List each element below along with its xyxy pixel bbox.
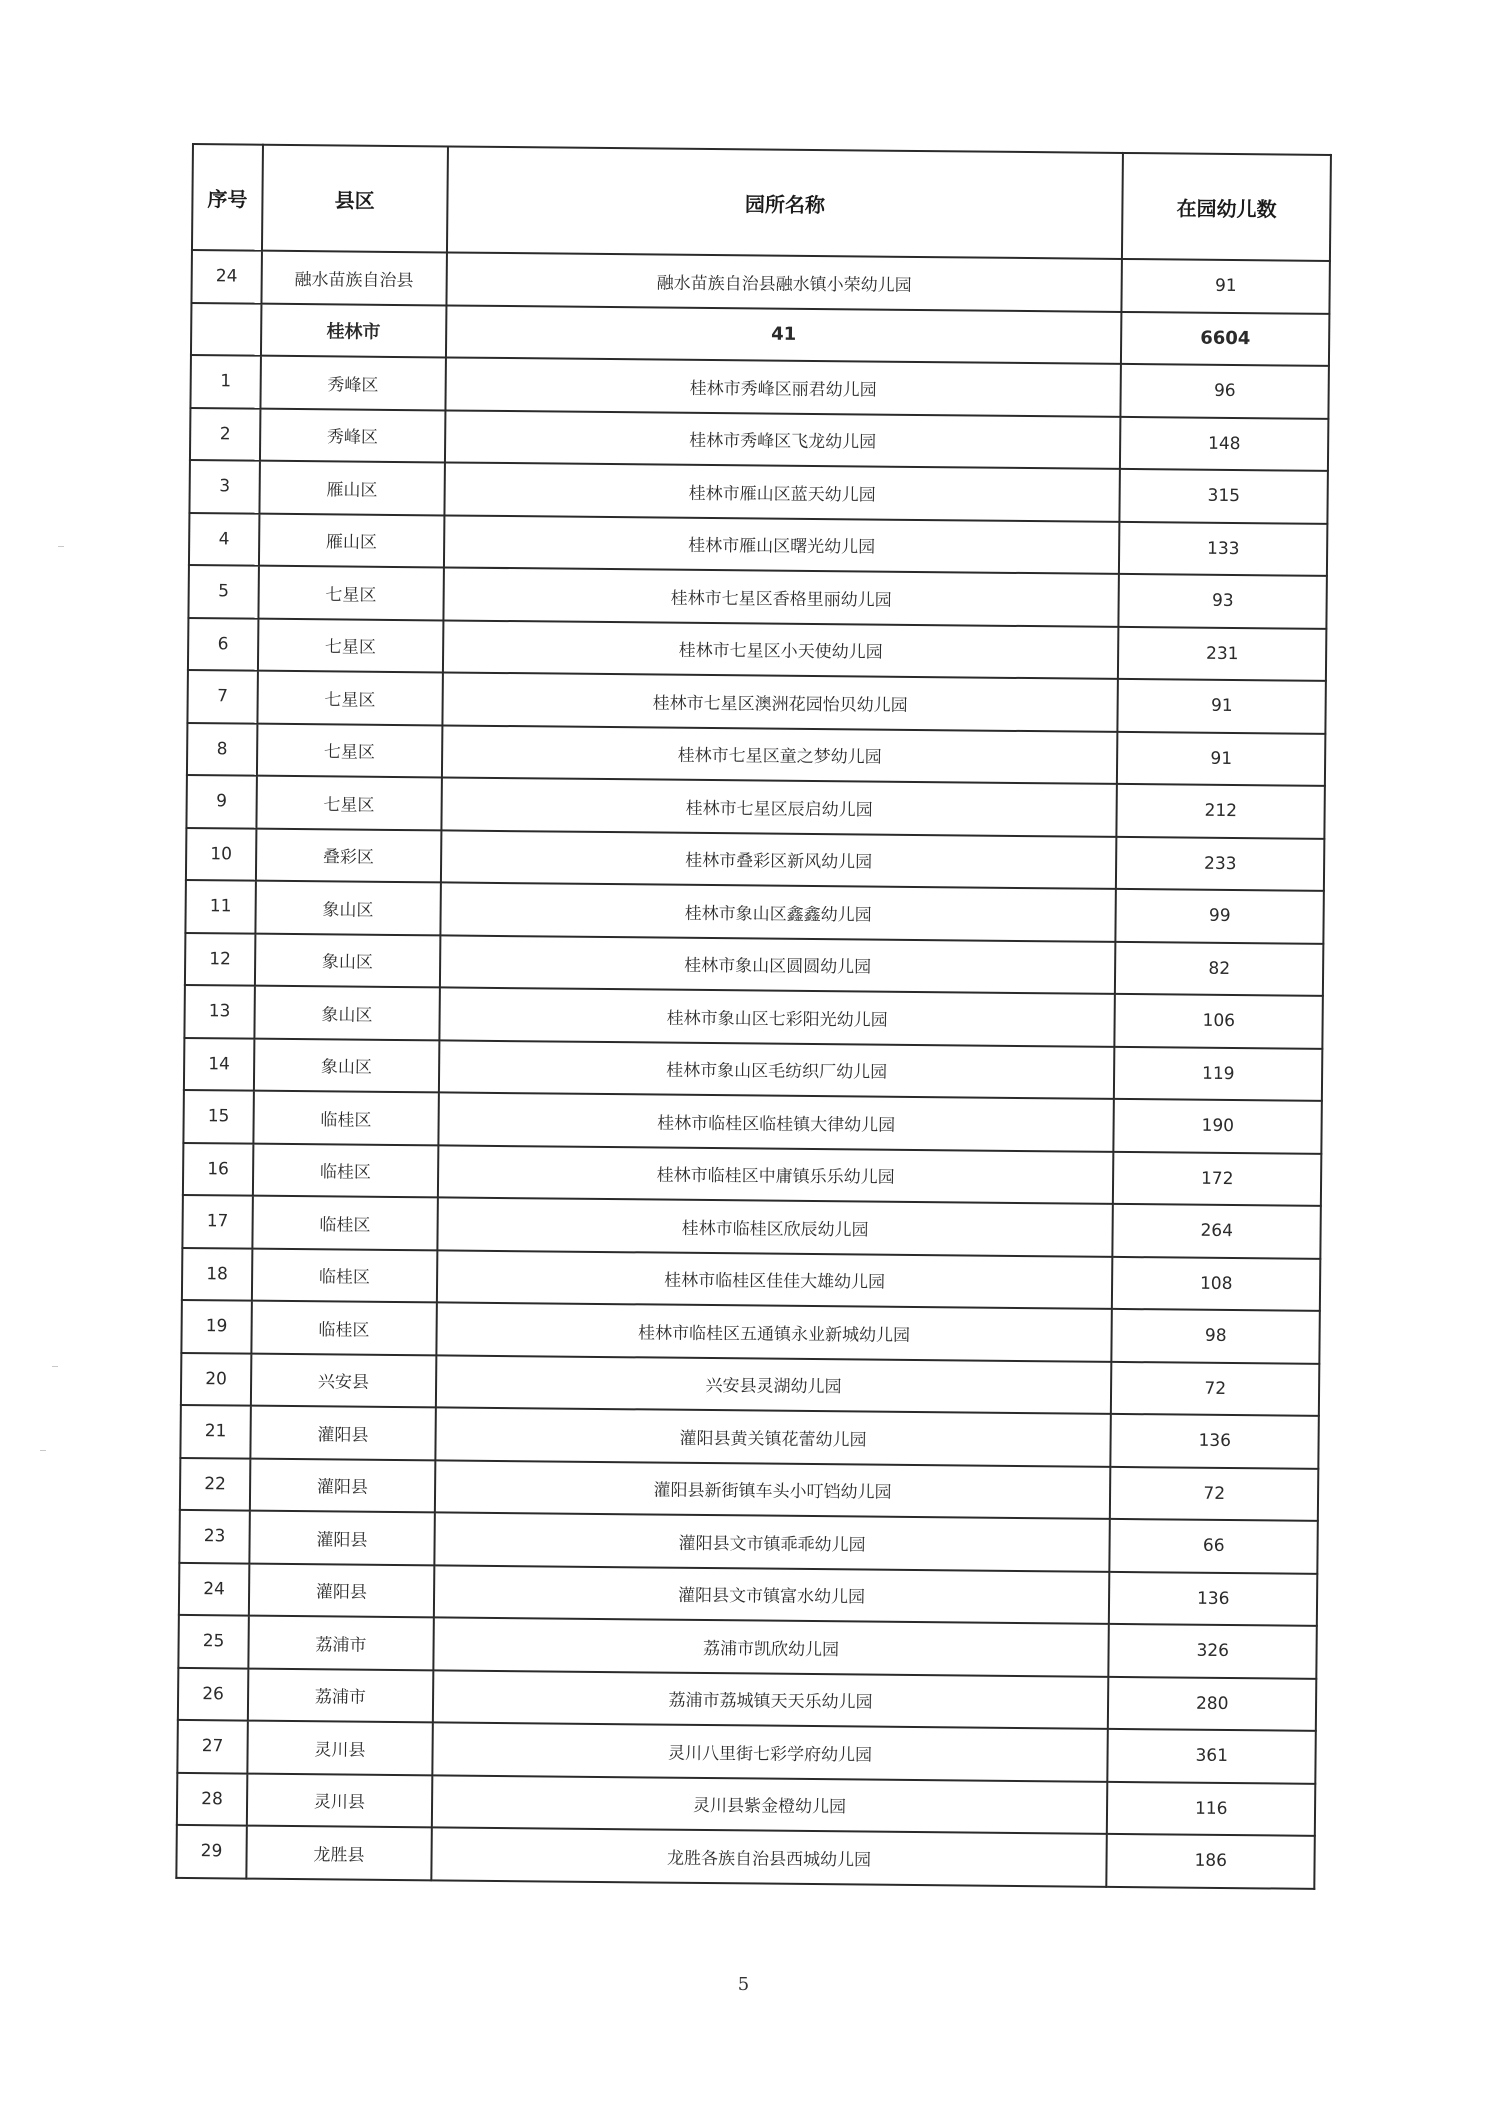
cell-enrolled-children: 136 [1111, 1414, 1319, 1468]
cell-serial-number: 10 [186, 827, 256, 880]
cell-county: 象山区 [255, 933, 440, 987]
cell-serial-number: 5 [188, 565, 258, 618]
cell-serial-number: 22 [180, 1457, 250, 1510]
cell-enrolled-children: 72 [1111, 1361, 1319, 1415]
cell-serial-number: 8 [187, 722, 257, 775]
cell-kindergarten-name: 桂林市七星区童之梦幼儿园 [442, 725, 1118, 784]
cell-enrolled-children: 326 [1109, 1624, 1317, 1678]
cell-kindergarten-name: 桂林市临桂区临桂镇大律幼儿园 [438, 1092, 1114, 1151]
scan-speck [40, 1450, 46, 1451]
cell-kindergarten-name: 桂林市雁山区蓝天幼儿园 [444, 462, 1120, 521]
cell-county: 灵川县 [247, 1721, 432, 1775]
cell-kindergarten-name: 桂林市七星区辰启幼儿园 [441, 777, 1117, 836]
cell-serial-number: 19 [181, 1300, 251, 1353]
cell-serial-number: 4 [189, 512, 259, 565]
cell-enrolled-children: 186 [1107, 1834, 1315, 1888]
cell-kindergarten-name: 桂林市象山区毛纺织厂幼儿园 [439, 1040, 1115, 1099]
cell-kindergarten-name: 桂林市七星区香格里丽幼儿园 [443, 567, 1119, 626]
table-header-row [192, 144, 1331, 261]
cell-county: 雁山区 [259, 461, 444, 515]
cell-enrolled-children: 6604 [1121, 311, 1329, 365]
cell-enrolled-children: 119 [1114, 1046, 1322, 1100]
cell-enrolled-children: 91 [1117, 731, 1325, 785]
cell-county: 七星区 [257, 671, 442, 725]
cell-kindergarten-name: 桂林市七星区澳洲花园怡贝幼儿园 [442, 672, 1118, 731]
header-enrolled-children: 在园幼儿数 [1122, 153, 1331, 261]
cell-county: 灌阳县 [249, 1563, 434, 1617]
cell-enrolled-children: 66 [1110, 1519, 1318, 1573]
kindergarten-table [175, 143, 1332, 1889]
cell-enrolled-children: 212 [1117, 784, 1325, 838]
cell-serial-number: 20 [181, 1352, 251, 1405]
cell-serial-number: 1 [190, 355, 260, 408]
cell-serial-number: 2 [190, 407, 260, 460]
scan-speck [58, 546, 64, 547]
cell-county: 七星区 [256, 776, 441, 830]
cell-serial-number: 13 [184, 985, 254, 1038]
cell-kindergarten-name: 桂林市临桂区五通镇永业新城幼儿园 [436, 1302, 1112, 1361]
cell-enrolled-children: 116 [1107, 1781, 1315, 1835]
cell-county: 临桂区 [252, 1248, 437, 1302]
cell-county: 七星区 [258, 618, 443, 672]
cell-serial-number: 23 [179, 1510, 249, 1563]
cell-serial-number: 3 [189, 460, 259, 513]
cell-county: 融水苗族自治县 [261, 251, 446, 305]
cell-enrolled-children: 172 [1113, 1151, 1321, 1205]
cell-serial-number: 12 [185, 932, 255, 985]
cell-enrolled-children: 108 [1112, 1256, 1320, 1310]
cell-kindergarten-name: 桂林市临桂区佳佳大雄幼儿园 [437, 1250, 1113, 1309]
cell-county: 象山区 [255, 881, 440, 935]
cell-serial-number: 9 [186, 775, 256, 828]
cell-serial-number: 16 [183, 1142, 253, 1195]
cell-kindergarten-name: 灵川县紫金橙幼儿园 [432, 1775, 1108, 1834]
cell-county: 七星区 [257, 723, 442, 777]
cell-county: 临桂区 [253, 1091, 438, 1145]
cell-serial-number: 21 [180, 1405, 250, 1458]
cell-county: 荔浦市 [248, 1668, 433, 1722]
page-number: 5 [737, 1974, 750, 1995]
cell-kindergarten-name: 灵川八里街七彩学府幼儿园 [432, 1722, 1108, 1781]
cell-county: 灌阳县 [249, 1511, 434, 1565]
cell-county: 七星区 [258, 566, 443, 620]
table-row [176, 1825, 1314, 1888]
scan-speck [52, 1366, 58, 1367]
cell-county: 龙胜县 [246, 1826, 431, 1880]
cell-enrolled-children: 96 [1121, 364, 1329, 418]
cell-county: 灵川县 [247, 1773, 432, 1827]
cell-serial-number: 29 [176, 1825, 246, 1878]
cell-enrolled-children: 136 [1109, 1571, 1317, 1625]
cell-county: 临桂区 [252, 1196, 437, 1250]
cell-enrolled-children: 264 [1113, 1204, 1321, 1258]
cell-kindergarten-name: 桂林市秀峰区丽君幼儿园 [445, 357, 1121, 416]
cell-kindergarten-name: 荔浦市荔城镇天天乐幼儿园 [433, 1670, 1109, 1729]
cell-enrolled-children: 148 [1120, 416, 1328, 470]
cell-county: 象山区 [254, 986, 439, 1040]
cell-county: 荔浦市 [248, 1616, 433, 1670]
cell-enrolled-children: 133 [1119, 521, 1327, 575]
cell-enrolled-children: 190 [1114, 1099, 1322, 1153]
cell-kindergarten-name: 桂林市雁山区曙光幼儿园 [444, 515, 1120, 574]
cell-enrolled-children: 93 [1119, 574, 1327, 628]
cell-enrolled-children: 72 [1110, 1466, 1318, 1520]
header-serial-number: 序号 [192, 144, 263, 251]
cell-county: 灌阳县 [250, 1458, 435, 1512]
cell-serial-number: 25 [178, 1615, 248, 1668]
cell-enrolled-children: 315 [1120, 469, 1328, 523]
cell-kindergarten-name: 桂林市象山区七彩阳光幼儿园 [439, 987, 1115, 1046]
cell-kindergarten-name: 灌阳县文市镇乖乖幼儿园 [434, 1512, 1110, 1571]
cell-kindergarten-name: 桂林市象山区圆圆幼儿园 [440, 935, 1116, 994]
cell-kindergarten-name: 桂林市秀峰区飞龙幼儿园 [445, 410, 1121, 469]
cell-kindergarten-name: 荔浦市凯欣幼儿园 [433, 1617, 1109, 1676]
cell-enrolled-children: 280 [1108, 1676, 1316, 1730]
cell-kindergarten-name: 桂林市七星区小天使幼儿园 [443, 620, 1119, 679]
cell-enrolled-children: 82 [1115, 941, 1323, 995]
cell-kindergarten-name: 灌阳县文市镇富水幼儿园 [434, 1565, 1110, 1624]
cell-serial-number: 18 [182, 1247, 252, 1300]
cell-kindergarten-name: 桂林市象山区鑫鑫幼儿园 [440, 882, 1116, 941]
cell-county: 灌阳县 [250, 1406, 435, 1460]
cell-county: 兴安县 [251, 1353, 436, 1407]
cell-serial-number: 27 [177, 1720, 247, 1773]
cell-enrolled-children: 106 [1115, 994, 1323, 1048]
cell-serial-number: 14 [184, 1037, 254, 1090]
cell-county: 临桂区 [253, 1143, 438, 1197]
cell-county: 秀峰区 [260, 408, 445, 462]
cell-kindergarten-name: 灌阳县黄关镇花蕾幼儿园 [435, 1407, 1111, 1466]
cell-serial-number: 6 [188, 617, 258, 670]
cell-serial-number: 24 [179, 1562, 249, 1615]
cell-kindergarten-name: 龙胜各族自治县西城幼儿园 [431, 1827, 1107, 1886]
cell-serial-number: 26 [178, 1667, 248, 1720]
cell-kindergarten-name: 41 [446, 305, 1122, 364]
cell-county: 秀峰区 [260, 356, 445, 410]
table-body [176, 250, 1330, 1888]
cell-kindergarten-name: 灌阳县新街镇车头小叮铛幼儿园 [435, 1460, 1111, 1519]
cell-kindergarten-name: 桂林市临桂区欣辰幼儿园 [437, 1197, 1113, 1256]
cell-enrolled-children: 98 [1112, 1309, 1320, 1363]
cell-county: 桂林市 [261, 303, 446, 357]
header-county: 县区 [262, 145, 448, 253]
cell-kindergarten-name: 桂林市叠彩区新风幼儿园 [441, 830, 1117, 889]
cell-county: 雁山区 [259, 513, 444, 567]
cell-enrolled-children: 99 [1116, 889, 1324, 943]
cell-serial-number [191, 303, 261, 356]
cell-serial-number: 7 [187, 670, 257, 723]
cell-enrolled-children: 231 [1118, 626, 1326, 680]
cell-county: 象山区 [254, 1038, 439, 1092]
cell-enrolled-children: 91 [1118, 679, 1326, 733]
cell-serial-number: 17 [182, 1195, 252, 1248]
header-kindergarten-name: 园所名称 [447, 146, 1124, 258]
cell-enrolled-children: 361 [1108, 1729, 1316, 1783]
cell-serial-number: 24 [191, 250, 261, 303]
cell-kindergarten-name: 兴安县灵湖幼儿园 [436, 1355, 1112, 1414]
cell-kindergarten-name: 桂林市临桂区中庸镇乐乐幼儿园 [438, 1145, 1114, 1204]
cell-serial-number: 15 [183, 1090, 253, 1143]
cell-kindergarten-name: 融水苗族自治县融水镇小荣幼儿园 [446, 252, 1122, 311]
cell-enrolled-children: 91 [1122, 259, 1330, 313]
cell-county: 叠彩区 [256, 828, 441, 882]
cell-county: 临桂区 [251, 1301, 436, 1355]
cell-serial-number: 11 [185, 880, 255, 933]
cell-serial-number: 28 [177, 1772, 247, 1825]
cell-enrolled-children: 233 [1116, 836, 1324, 890]
